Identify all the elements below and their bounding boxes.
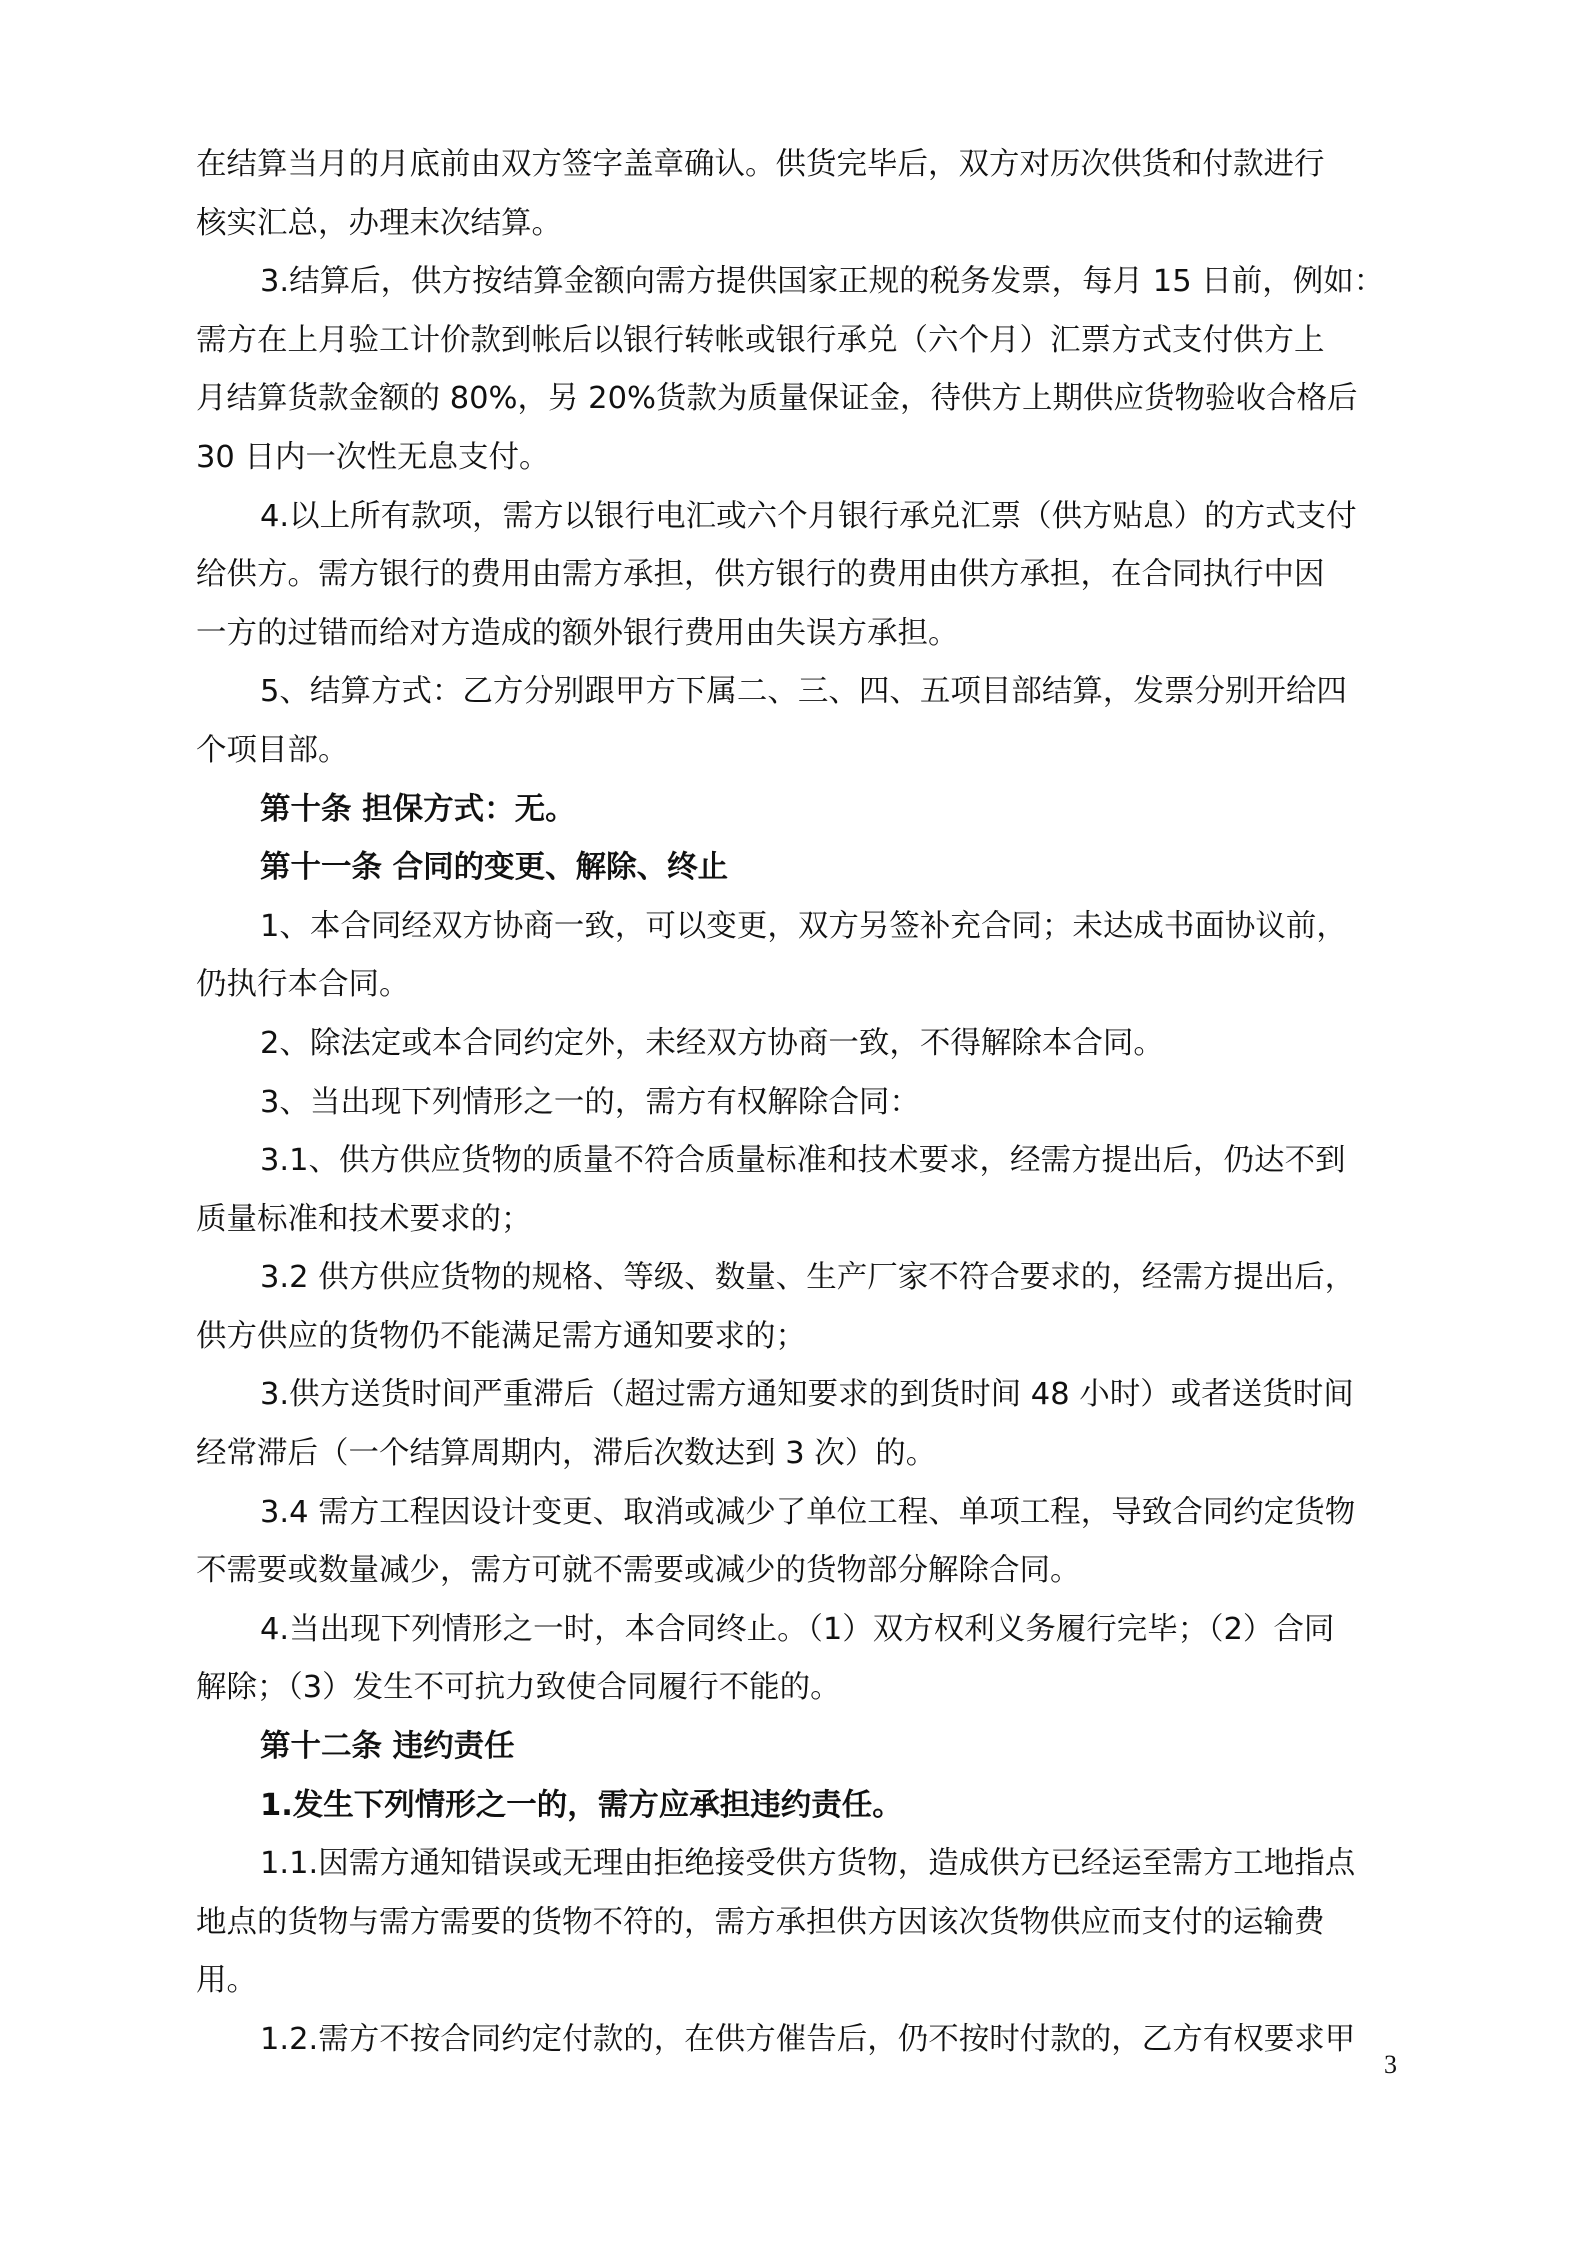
text-line: 3.结算后，供方按结算金额向需方提供国家正规的税务发票，每月 15 日前，例如： <box>260 264 1385 300</box>
text-line: 解除；（3）发生不可抗力致使合同履行不能的。 <box>196 1670 841 1706</box>
text-line: 核实汇总，办理末次结算。 <box>196 205 562 241</box>
text-line: 2、除法定或本合同约定外，未经双方协商一致，不得解除本合同。 <box>260 1025 1164 1061</box>
text-line: 3.供方送货时间严重滞后（超过需方通知要求的到货时间 48 小时）或者送货时间 <box>260 1377 1354 1413</box>
text-line: 月结算货款金额的 80%，另 20%货款为质量保证金，待供方上期供应货物验收合格后 <box>196 381 1358 417</box>
text-line: 在结算当月的月底前由双方签字盖章确认。供货完毕后，双方对历次供货和付款进行 <box>196 147 1325 182</box>
article-heading: 第十二条 违约责任 <box>260 1729 515 1765</box>
page-number: 3 <box>1384 2050 1397 2079</box>
text-line: 30 日内一次性无息支付。 <box>196 439 550 475</box>
text-line: 用。 <box>196 1963 257 1999</box>
text-line: 给供方。需方银行的费用由需方承担，供方银行的费用由供方承担，在合同执行中因 <box>196 557 1325 593</box>
contract-text <box>196 136 1400 2070</box>
text-line: 4.当出现下列情形之一时，本合同终止。（1）双方权利义务履行完毕；（2）合同 <box>260 1611 1335 1647</box>
text-line: 1.1.因需方通知错误或无理由拒绝接受供方货物，造成供方已经运至需方工地指点 <box>260 1846 1356 1882</box>
text-line: 不需要或数量减少，需方可就不需要或减少的货物部分解除合同。 <box>196 1553 1081 1589</box>
text-line: 5、结算方式：乙方分别跟甲方下属二、三、四、五项目部结算，发票分别开给四 <box>260 674 1347 710</box>
text-line: 3.2 供方供应货物的规格、等级、数量、生产厂家不符合要求的，经需方提出后， <box>260 1260 1356 1296</box>
text-line: 1.2.需方不按合同约定付款的，在供方催告后，仍不按时付款的，乙方有权要求甲 <box>260 2022 1356 2057</box>
clause-heading: 1.发生下列情形之一的，需方应承担违约责任。 <box>260 1787 903 1823</box>
text-line: 地点的货物与需方需要的货物不符的，需方承担供方因该次货物供应而支付的运输费 <box>196 1904 1325 1940</box>
text-line: 3.1、供方供应货物的质量不符合质量标准和技术要求，经需方提出后，仍达不到 <box>260 1143 1346 1179</box>
text-line: 一方的过错而给对方造成的额外银行费用由失误方承担。 <box>196 615 959 651</box>
text-line: 3.4 需方工程因设计变更、取消或减少了单位工程、单项工程，导致合同约定货物 <box>260 1494 1356 1530</box>
text-line: 经常滞后（一个结算周期内，滞后次数达到 3 次）的。 <box>196 1436 937 1472</box>
text-line: 1、本合同经双方协商一致，可以变更，双方另签补充合同；未达成书面协议前， <box>260 908 1347 944</box>
text-line: 个项目部。 <box>196 732 349 768</box>
text-line: 供方供应的货物仍不能满足需方通知要求的； <box>196 1318 806 1354</box>
text-line: 仍执行本合同。 <box>196 967 410 1003</box>
text-line: 4.以上所有款项，需方以银行电汇或六个月银行承兑汇票（供方贴息）的方式支付 <box>260 498 1357 534</box>
article-heading: 第十一条 合同的变更、解除、终止 <box>260 850 729 886</box>
text-line: 需方在上月验工计价款到帐后以银行转帐或银行承兑（六个月）汇票方式支付供方上 <box>196 322 1325 358</box>
article-heading: 第十条 担保方式：无。 <box>260 791 576 827</box>
text-line: 质量标准和技术要求的； <box>196 1201 532 1237</box>
text-line: 3、当出现下列情形之一的，需方有权解除合同： <box>260 1084 920 1120</box>
